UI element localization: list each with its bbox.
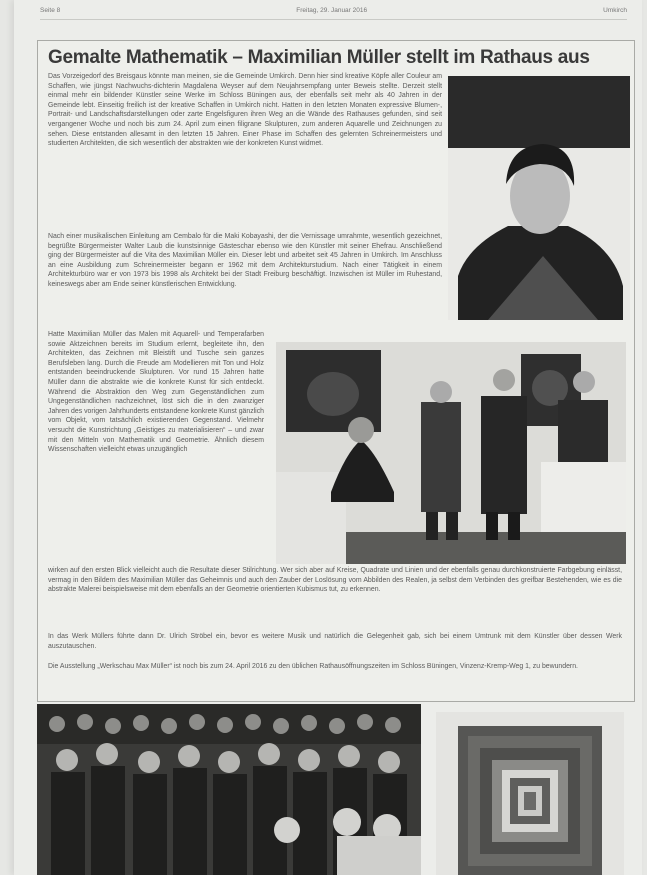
issue-date: Freitag, 29. Januar 2016 xyxy=(296,7,368,14)
running-header xyxy=(40,7,627,20)
paragraph-6: Die Ausstellung „Werkschau Max Müller“ ist noch bis zum 24. April 2016 zu den üblichen Rathausöffnungszeiten im Schloss Büningen, Vinzenz-Kremp-Weg 1, zu bewundern. xyxy=(48,663,578,670)
page-number: Seite 8 xyxy=(40,7,61,14)
paragraph-5: In das Werk Müllers führte dann Dr. Ulrich Ströbel ein, bevor es weitere Musik und natürlich die Gelegenheit gab, sich bei einem Umtrunk mit dem Künstler über dessen Werk auszutauschen. xyxy=(48,633,622,650)
article-headline: Gemalte Mathematik – Maximilian Müller stellt im Rathaus aus xyxy=(48,47,590,68)
group-photo xyxy=(276,342,626,564)
paragraph-4: wirken auf den ersten Blick vielleicht auch die Resultate dieser Stilrichtung. Wer sich aber auf Kreise, Quadrate und Linien und der ebenfalls genau durchkonstruierte Farbgebung einlässt, vermag in den Bildern des Maximilian Müller das Geheimnis und auch den Zauber der Loslösung vom Abbilden des Realen, ja selbst dem Verbinden des greifbar Bestehenden, wie es die abstrakte Malerei beispielsweise mit dem ebenfalls an der Geometrie orientierten Kubismus tut, zu erkennen. xyxy=(48,567,622,594)
paragraph-1: Das Vorzeigedorf des Breisgaus könnte man meinen, sie die Gemeinde Umkirch. Denn hier sind kreative Köpfe aller Couleur am Schaffen, wie jüngst Nachwuchs-dichterin Magdalena Weyser auf dem Neujahrsempfang unter Beweis stellte. Derzeit stellt einmal mehr ein bildender Künstler seine Werke im Schloss Büningen aus, der ebenfalls seit mehr als 40 Jahren in der Gemeinde lebt. Einseitig freilich ist der kreative Schaffen in Umkirch nicht. Hatten in den letzten Monaten expressive Blumen-, Portrait- und Landschaftsdarstellungen oder zarte Engelsfiguren ihren Weg an die Wände des Rathauses gefunden, sind seit vergangener Woche und noch bis zum 24. April zum einen filigrane Skulpturen, zum anderen Aquarelle und Zeichnungen zu sehen. Diese entstanden allesamt in den letzten 15 Jahren. Einer Phase im Schaffen des gelernten Schreinermeisters und studierten Architekten, die sich wesentlich der abstrakten wie der konkreten Kunst widmet. xyxy=(48,73,442,148)
concentric-squares-artwork xyxy=(436,712,624,875)
town-name: Umkirch xyxy=(603,7,627,14)
paragraph-2: Nach einer musikalischen Einleitung am Cembalo für die Maki Kobayashi, der die Vernissage umrahmte, wesentlich gezeichnet, begrüßte Bürgermeister Walter Laub die kunstsinnige Gästeschar ebenso wie den Künstler mit seiner Ehefrau. Anschließend ging der Bürgermeister auf die Vita des Maximilian Müller ein. Dieser lebt und arbeitet seit 45 Jahren in Umkirch. Im Anschluss an eine Ausbildung zum Schreinermeister begann er 1962 mit dem Architekturstudium. Nach einer Tätigkeit in einem Architekturbüro war er von 1973 bis 1998 als Architekt bei der Stadt Freiburg beschäftigt. Inzwischen ist Müller im Ruhestand, keineswegs aber am Ende seiner künstlerischen Entwicklung. xyxy=(48,233,442,288)
audience-photo xyxy=(37,704,421,875)
portrait-photo xyxy=(448,76,630,320)
paragraph-3: Hatte Maximilian Müller das Malen mit Aquarell- und Temperafarben sowie Aktzeichnen bereits im Studium erlernt, begleitete ihn, den Architekten, das Zeichnen mit Bleistift und Tusche sein ganzes Berufsleben lang. Durch die Freude am Modellieren mit Ton und Holz entstanden beeindruckende Skulpturen. Vor rund 15 Jahren hatte Müller dann die abstrakte wie die konkrete Kunst für sich entdeckt. Während die Abstraktion den Weg zum Gegenständlichen zum Ungegenständlichen nachzeichnet, löst sich die in den zwanziger Jahren des vorigen Jahrhunderts entstandene konkrete Kunst gänzlich vom Objekt, vom tatsächlich existierenden Gegenstand. Vielmehr versucht die Kunstrichtung „Geistiges zu materialisieren“ – und zwar mit den Mitteln von Mathematik und Geometrie. Ähnlich diesem Wissenschaften vielleicht etwas unzugänglich xyxy=(48,331,264,454)
